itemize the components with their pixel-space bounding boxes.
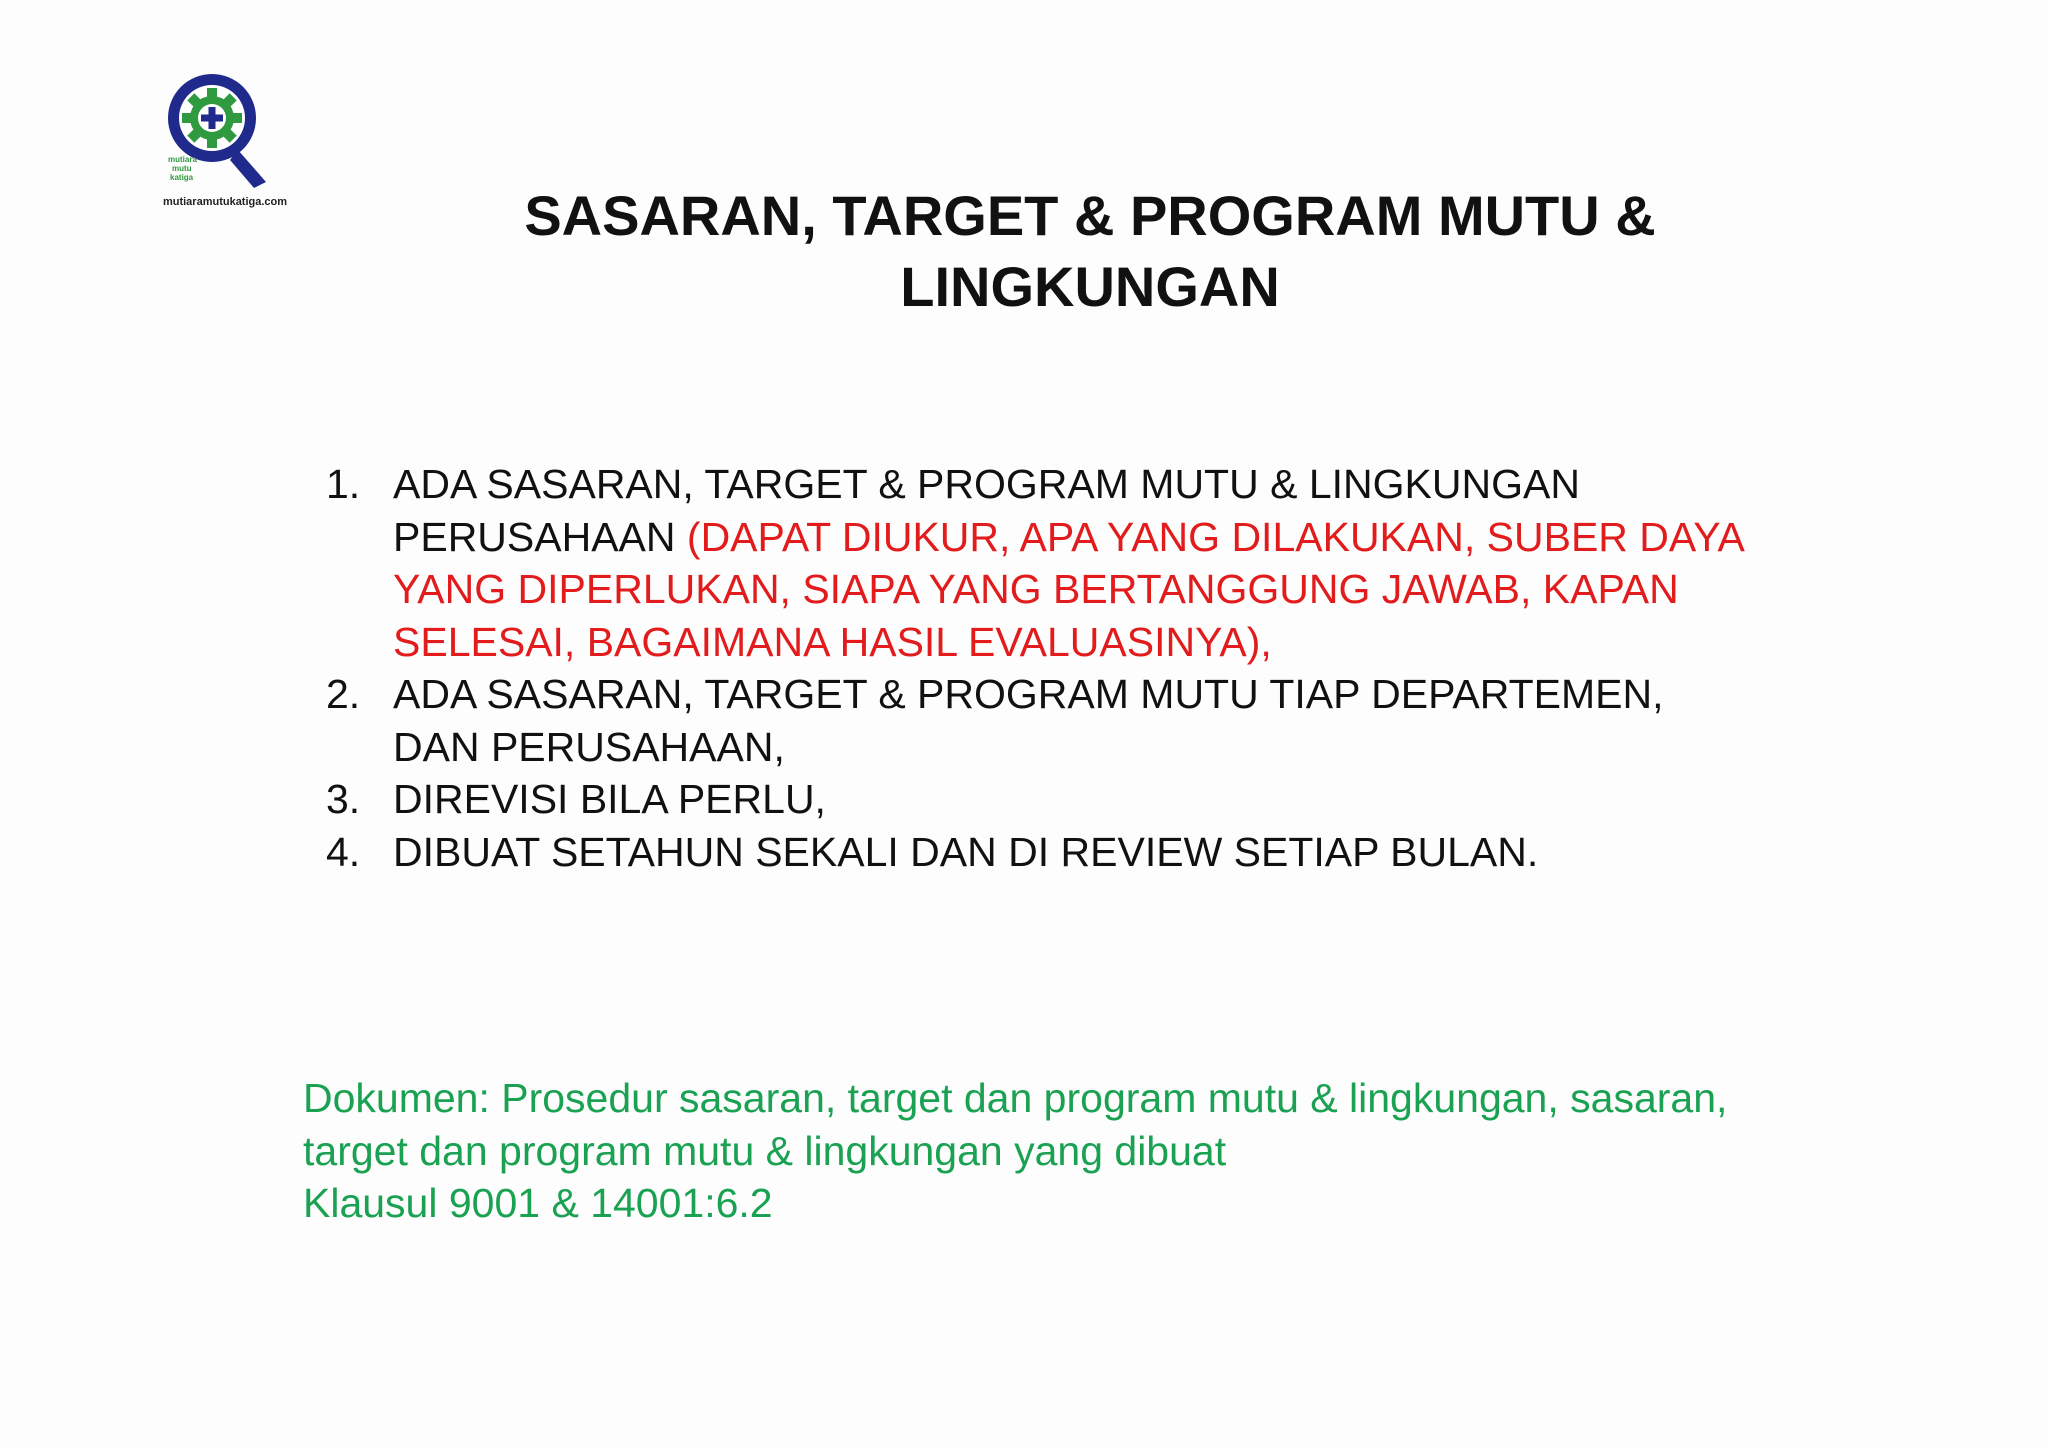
- list-item-line: ADA SASARAN, TARGET & PROGRAM MUTU TIAP DEPARTEMEN,: [393, 671, 1664, 717]
- title-line: LINGKUNGAN: [900, 255, 1280, 318]
- list-number: 2.: [326, 671, 361, 717]
- svg-text:katiga: katiga: [170, 173, 194, 182]
- svg-text:mutu: mutu: [172, 164, 192, 173]
- list-item-line: [393, 511, 1882, 564]
- list-item: [322, 668, 1882, 773]
- note-line: Dokumen: Prosedur sasaran, target dan program mutu & lingkungan, sasaran,: [303, 1075, 1728, 1121]
- list-item-line: DIBUAT SETAHUN SEKALI DAN DI REVIEW SETIAP BULAN.: [393, 828, 1539, 875]
- list-number: 3.: [326, 776, 361, 822]
- list-item: [322, 773, 1882, 826]
- requirements-list: [322, 458, 1882, 878]
- logo-caption: mutiaramutukatiga.com: [162, 196, 288, 208]
- list-number: 4.: [326, 828, 361, 875]
- list-item: [322, 458, 1882, 668]
- svg-text:mutiara: mutiara: [168, 155, 197, 164]
- list-item-line: DAN PERUSAHAAN,: [393, 723, 785, 770]
- document-reference-note: [303, 1072, 1863, 1230]
- title-line: SASARAN, TARGET & PROGRAM MUTU &: [524, 184, 1656, 247]
- logo-graphic: [150, 70, 300, 195]
- note-line: Klausul 9001 & 14001:6.2: [303, 1180, 773, 1226]
- list-number: 1.: [326, 461, 361, 507]
- emphasis-text: (DAPAT DIUKUR, APA YANG DILAKUKAN, SUBER DAYA: [686, 513, 1745, 560]
- emphasis-text: SELESAI, BAGAIMANA HASIL EVALUASINYA),: [393, 618, 1272, 665]
- emphasis-text: YANG DIPERLUKAN, SIAPA YANG BERTANGGUNG JAWAB, KAPAN: [393, 566, 1679, 612]
- list-item-line: ADA SASARAN, TARGET & PROGRAM MUTU & LINGKUNGAN: [393, 461, 1580, 507]
- list-item-line: DIREVISI BILA PERLU,: [393, 776, 826, 822]
- company-logo: [150, 70, 300, 215]
- list-item-text: PERUSAHAAN: [393, 513, 687, 560]
- slide-title: [430, 180, 1750, 322]
- list-item: [322, 826, 1882, 879]
- note-line: target dan program mutu & lingkungan yang dibuat: [303, 1127, 1227, 1174]
